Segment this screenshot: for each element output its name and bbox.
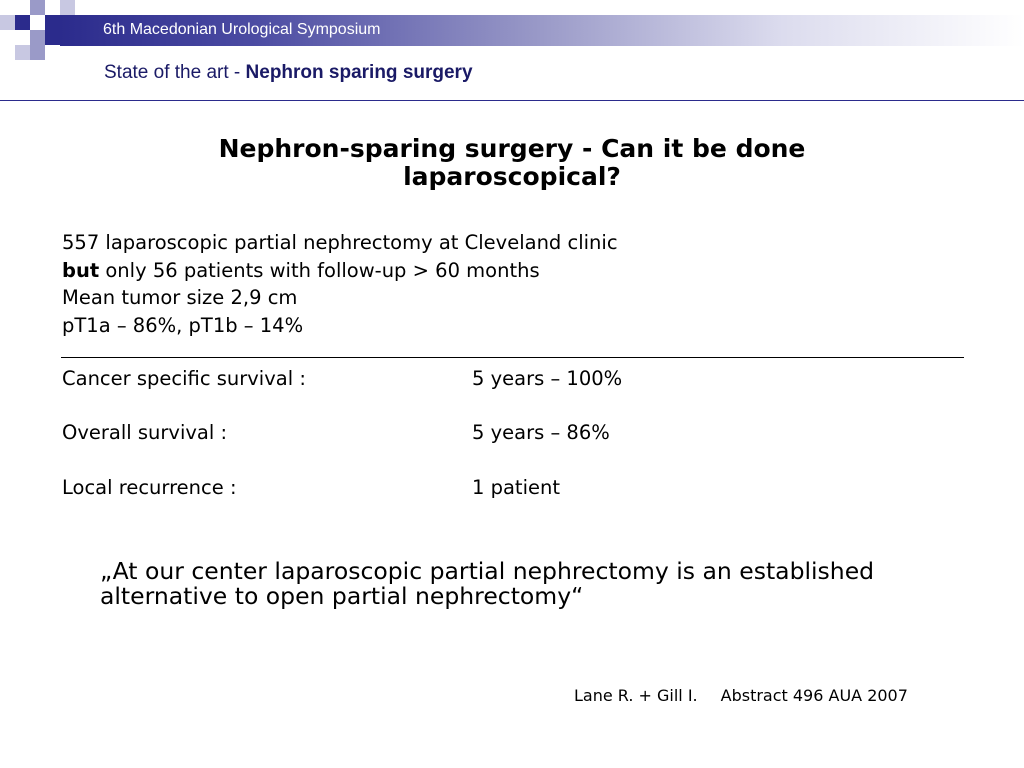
outcome-row bbox=[62, 367, 623, 390]
fact-line bbox=[62, 284, 618, 312]
decor-square bbox=[15, 45, 30, 60]
decor-square bbox=[15, 15, 30, 30]
decor-square bbox=[45, 30, 60, 45]
decor-square bbox=[30, 0, 45, 15]
fact-text: Mean tumor size 2,9 cm bbox=[62, 286, 298, 309]
decor-square bbox=[0, 15, 15, 30]
fact-text: only 56 patients with follow-up > 60 months bbox=[99, 258, 540, 282]
decor-square bbox=[45, 15, 60, 30]
fact-text: 557 laparoscopic partial nephrectomy at Cleveland clinic bbox=[62, 231, 618, 254]
fact-line bbox=[62, 229, 618, 257]
subtitle-topic: Nephron sparing surgery bbox=[245, 62, 473, 83]
fact-line bbox=[62, 257, 618, 285]
outcome-row bbox=[62, 421, 610, 444]
fact-emphasis: but bbox=[62, 258, 100, 282]
banner-title: 6th Macedonian Urological Symposium bbox=[103, 21, 381, 38]
outcome-row bbox=[62, 476, 560, 499]
slide-subtitle bbox=[104, 62, 473, 84]
outcome-value: 1 patient bbox=[472, 476, 560, 499]
conclusion-quote: „At our center laparoscopic partial nephrectomy is an established alternative to open partial nephrectomy“ bbox=[100, 557, 875, 610]
fact-text: pT1a – 86%, pT1b – 14% bbox=[62, 313, 304, 337]
fact-line bbox=[62, 312, 618, 340]
decor-square bbox=[30, 30, 45, 45]
decor-square bbox=[30, 45, 45, 60]
facts-list bbox=[62, 229, 618, 339]
subtitle-prefix: State of the art - bbox=[104, 62, 246, 83]
outcome-label: Local recurrence : bbox=[62, 476, 237, 499]
decor-square bbox=[60, 0, 75, 15]
outcome-value: 5 years – 100% bbox=[472, 367, 623, 390]
citation-authors: Lane R. + Gill I. bbox=[574, 686, 698, 705]
citation-source: Abstract 496 AUA 2007 bbox=[720, 686, 908, 705]
outcome-label: Overall survival : bbox=[62, 421, 228, 444]
header-divider bbox=[0, 100, 1024, 101]
slide-heading: Nephron-sparing surgery - Can it be done laparoscopical? bbox=[218, 134, 806, 191]
section-divider bbox=[61, 357, 964, 358]
outcome-value: 5 years – 86% bbox=[472, 421, 610, 444]
outcome-label: Cancer specific survival : bbox=[62, 367, 306, 390]
citation bbox=[574, 686, 908, 705]
